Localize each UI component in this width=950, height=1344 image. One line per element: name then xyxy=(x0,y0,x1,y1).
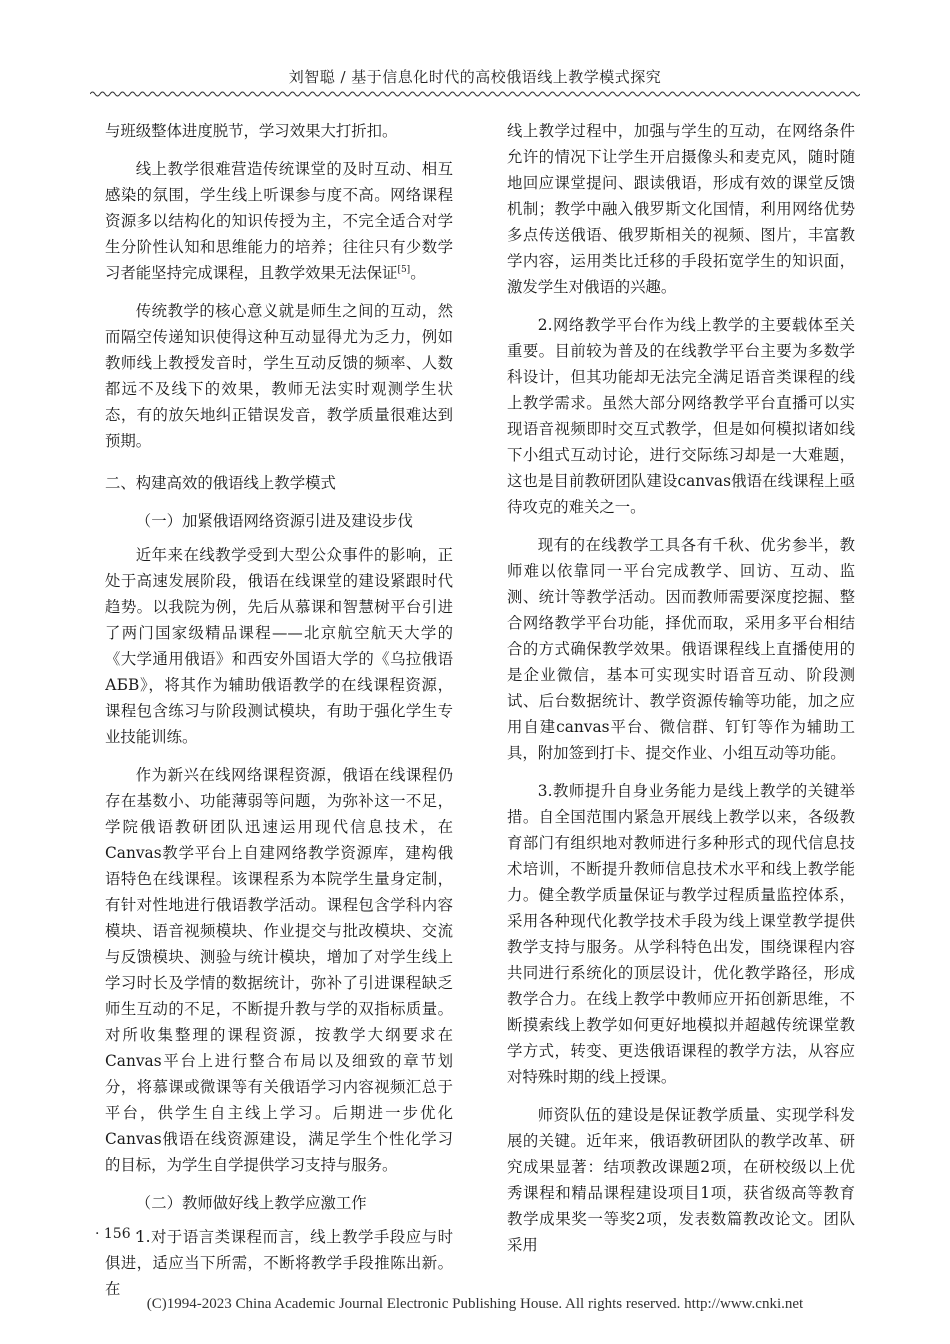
paragraph: 近年来在线教学受到大型公众事件的影响，正处于高速发展阶段，俄语在线课堂的建设紧跟时代趋势。以我院为例，先后从慕课和智慧树平台引进了两门国家级精品课程——北京航空航天大学的《大学通用俄语》和西安外国语大学的《乌拉俄语АБВ》，将其作为辅助俄语教学的在线课程资源，课程包含练习与阶段测试模块，有助于强化学生专业技能训练。 xyxy=(105,546,453,746)
paragraph: 线上教学过程中，加强与学生的互动，在网络条件允许的情况下让学生开启摄像头和麦克风，随时随地回应课堂提问、跟读俄语，形成有效的课堂反馈机制；教学中融入俄罗斯文化国情，利用网络优势多点传送俄语、俄罗斯相关的视频、图片，丰富教学内容，运用类比迁移的手段拓宽学生的知识面，激发学生对俄语的兴趣。 xyxy=(507,122,855,296)
paragraph: 师资队伍的建设是保证教学质量、实现学科发展的关键。近年来，俄语教研团队的教学改革、研究成果显著：结项教改课题2项，在研校级以上优秀课程和精品课程建设项目1项，获省级高等教育教学成果奖一等奖2项，发表数篇教改论文。团队采用 xyxy=(507,1106,855,1254)
header-wavy-rule xyxy=(90,90,860,98)
paragraph-end: 。 xyxy=(410,264,426,282)
right-column xyxy=(507,118,855,1270)
left-column xyxy=(105,118,453,1314)
running-header: 刘智聪 / 基于信息化时代的高校俄语线上教学模式探究 xyxy=(288,68,662,86)
paragraph: 与班级整体进度脱节，学习效果大打折扣。 xyxy=(105,122,398,140)
section-heading: 二、构建高效的俄语线上教学模式 xyxy=(105,474,336,492)
paragraph: 2.网络教学平台作为线上教学的主要载体至关重要。目前较为普及的在线教学平台主要为多数学科设计，但其功能却无法完全满足语音类课程的线上教学需求。虽然大部分网络教学平台直播可以实现语音视频即时交互式教学，但是如何模拟诸如线下小组式互动讨论，进行交际练习却是一大难题，这也是目前教研团队建设canvas俄语在线课程上亟待攻克的难关之一。 xyxy=(507,316,855,516)
subsection-heading: （一）加紧俄语网络资源引进及建设步伐 xyxy=(135,512,413,530)
paragraph: 3.教师提升自身业务能力是线上教学的关键举措。自全国范围内紧急开展线上教学以来，各级教育部门有组织地对教师进行多种形式的现代信息技术培训，不断提升教师信息技术水平和线上教学能力。健全教学质量保证与教学过程质量监控体系，采用各种现代化教学技术手段为线上课堂教学提供教学支持与服务。从学科特色出发，围绕课程内容共同进行系统化的顶层设计，优化教学路径，形成教学合力。在线上教学中教师应开拓创新思维，不断摸索线上教学如何更好地模拟并超越传统课堂教学方式，转变、更迭俄语课程的教学方法，从容应对特殊时期的线上授课。 xyxy=(507,782,855,1086)
paragraph: 作为新兴在线网络课程资源，俄语在线课程仍存在基数小、功能薄弱等问题，为弥补这一不足，学院俄语教研团队迅速运用现代信息技术，在Canvas教学平台上自建网络教学资源库，建构俄语特色在线课程。该课程系为本院学生量身定制，有针对性地进行俄语教学活动。课程包含学科内容模块、语音视频模块、作业提交与批改模块、交流与反馈模块、测验与统计模块，增加了对学生线上学习时长及学情的数据统计，弥补了引进课程缺乏师生互动的不足，不断提升教与学的双指标质量。对所收集整理的课程资源，按教学大纲要求在Canvas平台上进行整合布局以及细致的章节划分，将慕课或微课等有关俄语学习内容视频汇总于平台，供学生自主线上学习。后期进一步优化Canvas俄语在线资源建设，满足学生个性化学习的目标，为学生自学提供学习支持与服务。 xyxy=(105,766,453,1174)
page-number: · 156 · xyxy=(95,1226,140,1242)
paragraph: 1.对于语言类课程而言，线上教学手段应与时俱进，适应当下所需，不断将教学手段推陈出新。在 xyxy=(105,1228,453,1298)
subsection-heading: （二）教师做好线上教学应激工作 xyxy=(135,1194,367,1212)
paragraph: 现有的在线教学工具各有千秋、优劣参半，教师难以依靠同一平台完成教学、回访、互动、监测、统计等教学活动。因而教师需要深度挖掘、整合网络教学平台功能，择优而取，采用多平台相结合的方式确保教学效果。俄语课程线上直播使用的是企业微信，基本可实现实时语音互动、阶段测试、后台数据统计、教学资源传输等功能，加之应用自建canvas平台、微信群、钉钉等作为辅助工具，附加签到打卡、提交作业、小组互动等功能。 xyxy=(507,536,855,762)
citation-ref[interactable]: [5] xyxy=(397,264,411,275)
paragraph: 传统教学的核心意义就是师生之间的互动，然而隔空传递知识使得这种互动显得尤为乏力，例如教师线上教授发音时，学生互动反馈的频率、人数都远不及线下的效果，教师无法实时观测学生状态，有的放矢地纠正错误发音，教学质量很难达到预期。 xyxy=(105,302,453,450)
paragraph xyxy=(105,156,453,286)
paragraph-text: 线上教学很难营造传统课堂的及时互动、相互感染的氛围，学生线上听课参与度不高。网络课程资源多以结构化的知识传授为主，不完全适合对学生分阶性认知和思维能力的培养；往往只有少数学习者能坚持完成课程，且教学效果无法保证 xyxy=(105,160,453,282)
copyright-notice: (C)1994-2023 China Academic Journal Electronic Publishing House. All rights reserved. http://www.cnki.net xyxy=(146,1296,804,1312)
